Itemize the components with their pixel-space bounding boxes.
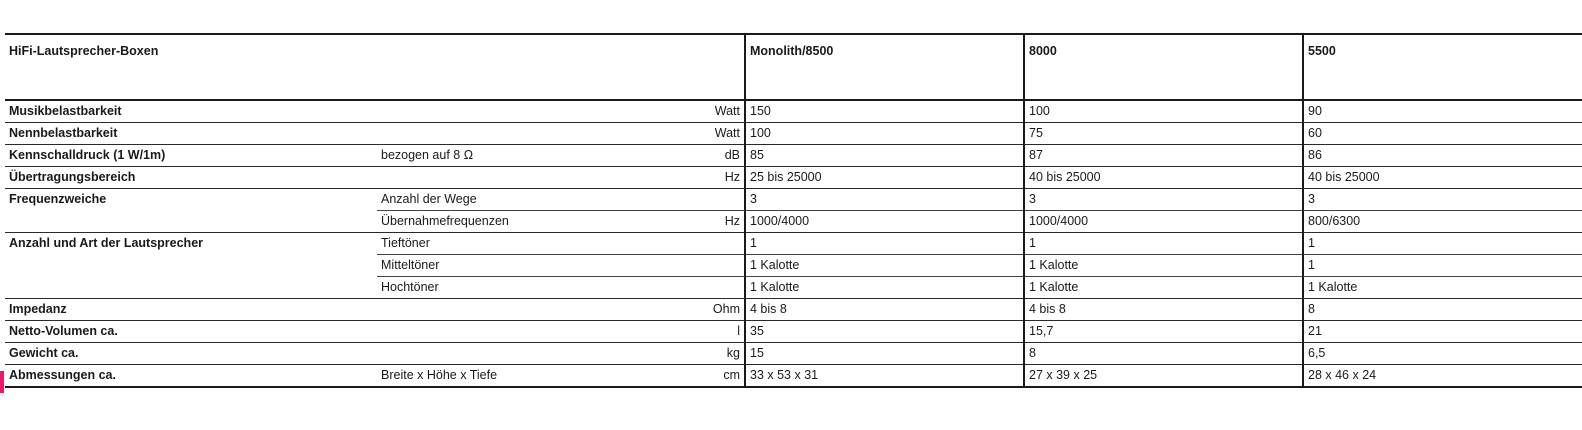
model-header: Monolith/8500 xyxy=(745,34,1024,100)
spec-table xyxy=(5,33,1582,388)
table-title: HiFi-Lautsprecher-Boxen xyxy=(5,34,745,100)
cell-value: 85 xyxy=(745,145,1024,167)
row-unit: kg xyxy=(663,343,745,365)
cell-value: 1 Kalotte xyxy=(745,277,1024,299)
cell-value: 4 bis 8 xyxy=(1024,299,1303,321)
table-row xyxy=(5,189,1582,211)
row-sublabel xyxy=(377,299,663,321)
cell-value: 35 xyxy=(745,321,1024,343)
row-label: Anzahl und Art der Lautsprecher xyxy=(5,233,377,299)
table-row xyxy=(5,299,1582,321)
row-label: Frequenzweiche xyxy=(5,189,377,233)
row-unit xyxy=(663,277,745,299)
row-unit: Watt xyxy=(663,100,745,123)
cell-value: 33 x 53 x 31 xyxy=(745,365,1024,388)
cell-value: 1 xyxy=(1303,255,1582,277)
row-unit: cm xyxy=(663,365,745,388)
cell-value: 15,7 xyxy=(1024,321,1303,343)
row-sublabel xyxy=(377,343,663,365)
row-label: Abmessungen ca. xyxy=(5,365,377,388)
cell-value: 75 xyxy=(1024,123,1303,145)
cell-value: 21 xyxy=(1303,321,1582,343)
row-sublabel: Breite x Höhe x Tiefe xyxy=(377,365,663,388)
table-row xyxy=(5,123,1582,145)
row-sublabel: Hochtöner xyxy=(377,277,663,299)
table-row xyxy=(5,167,1582,189)
model-header: 5500 xyxy=(1303,34,1582,100)
cell-value: 28 x 46 x 24 xyxy=(1303,365,1582,388)
row-unit: Hz xyxy=(663,211,745,233)
cell-value: 1 xyxy=(745,233,1024,255)
row-unit xyxy=(663,233,745,255)
row-unit: Watt xyxy=(663,123,745,145)
row-unit xyxy=(663,255,745,277)
cell-value: 1 Kalotte xyxy=(1303,277,1582,299)
cell-value: 100 xyxy=(745,123,1024,145)
cell-value: 15 xyxy=(745,343,1024,365)
cell-value: 1 Kalotte xyxy=(1024,277,1303,299)
cell-value: 1 Kalotte xyxy=(1024,255,1303,277)
cell-value: 3 xyxy=(1024,189,1303,211)
row-sublabel: Tieftöner xyxy=(377,233,663,255)
cell-value: 6,5 xyxy=(1303,343,1582,365)
cell-value: 1000/4000 xyxy=(745,211,1024,233)
cell-value: 1 Kalotte xyxy=(745,255,1024,277)
table-row xyxy=(5,343,1582,365)
cell-value: 40 bis 25000 xyxy=(1024,167,1303,189)
cell-value: 800/6300 xyxy=(1303,211,1582,233)
row-label: Impedanz xyxy=(5,299,377,321)
header-row xyxy=(5,34,1582,100)
row-unit: Ohm xyxy=(663,299,745,321)
model-header: 8000 xyxy=(1024,34,1303,100)
row-sublabel: Übernahmefrequenzen xyxy=(377,211,663,233)
cell-value: 60 xyxy=(1303,123,1582,145)
row-sublabel: Anzahl der Wege xyxy=(377,189,663,211)
table-row xyxy=(5,145,1582,167)
row-label: Musikbelastbarkeit xyxy=(5,100,377,123)
cell-value: 1000/4000 xyxy=(1024,211,1303,233)
cell-value: 150 xyxy=(745,100,1024,123)
row-label: Kennschalldruck (1 W/1m) xyxy=(5,145,377,167)
cell-value: 1 xyxy=(1024,233,1303,255)
row-unit xyxy=(663,189,745,211)
table-row xyxy=(5,233,1582,255)
cell-value: 100 xyxy=(1024,100,1303,123)
cell-value: 90 xyxy=(1303,100,1582,123)
row-sublabel xyxy=(377,167,663,189)
cell-value: 8 xyxy=(1303,299,1582,321)
row-label: Übertragungsbereich xyxy=(5,167,377,189)
cell-value: 40 bis 25000 xyxy=(1303,167,1582,189)
cell-value: 25 bis 25000 xyxy=(745,167,1024,189)
table-row xyxy=(5,100,1582,123)
cell-value: 3 xyxy=(745,189,1024,211)
cell-value: 87 xyxy=(1024,145,1303,167)
row-label: Gewicht ca. xyxy=(5,343,377,365)
row-label: Netto-Volumen ca. xyxy=(5,321,377,343)
row-unit: l xyxy=(663,321,745,343)
row-unit: dB xyxy=(663,145,745,167)
cell-value: 1 xyxy=(1303,233,1582,255)
row-sublabel: bezogen auf 8 Ω xyxy=(377,145,663,167)
row-sublabel: Mitteltöner xyxy=(377,255,663,277)
row-label: Nennbelastbarkeit xyxy=(5,123,377,145)
row-marker xyxy=(0,371,4,393)
table-row xyxy=(5,365,1582,388)
cell-value: 4 bis 8 xyxy=(745,299,1024,321)
cell-value: 27 x 39 x 25 xyxy=(1024,365,1303,388)
cell-value: 3 xyxy=(1303,189,1582,211)
row-sublabel xyxy=(377,100,663,123)
cell-value: 86 xyxy=(1303,145,1582,167)
row-unit: Hz xyxy=(663,167,745,189)
row-sublabel xyxy=(377,321,663,343)
row-sublabel xyxy=(377,123,663,145)
cell-value: 8 xyxy=(1024,343,1303,365)
table-row xyxy=(5,321,1582,343)
